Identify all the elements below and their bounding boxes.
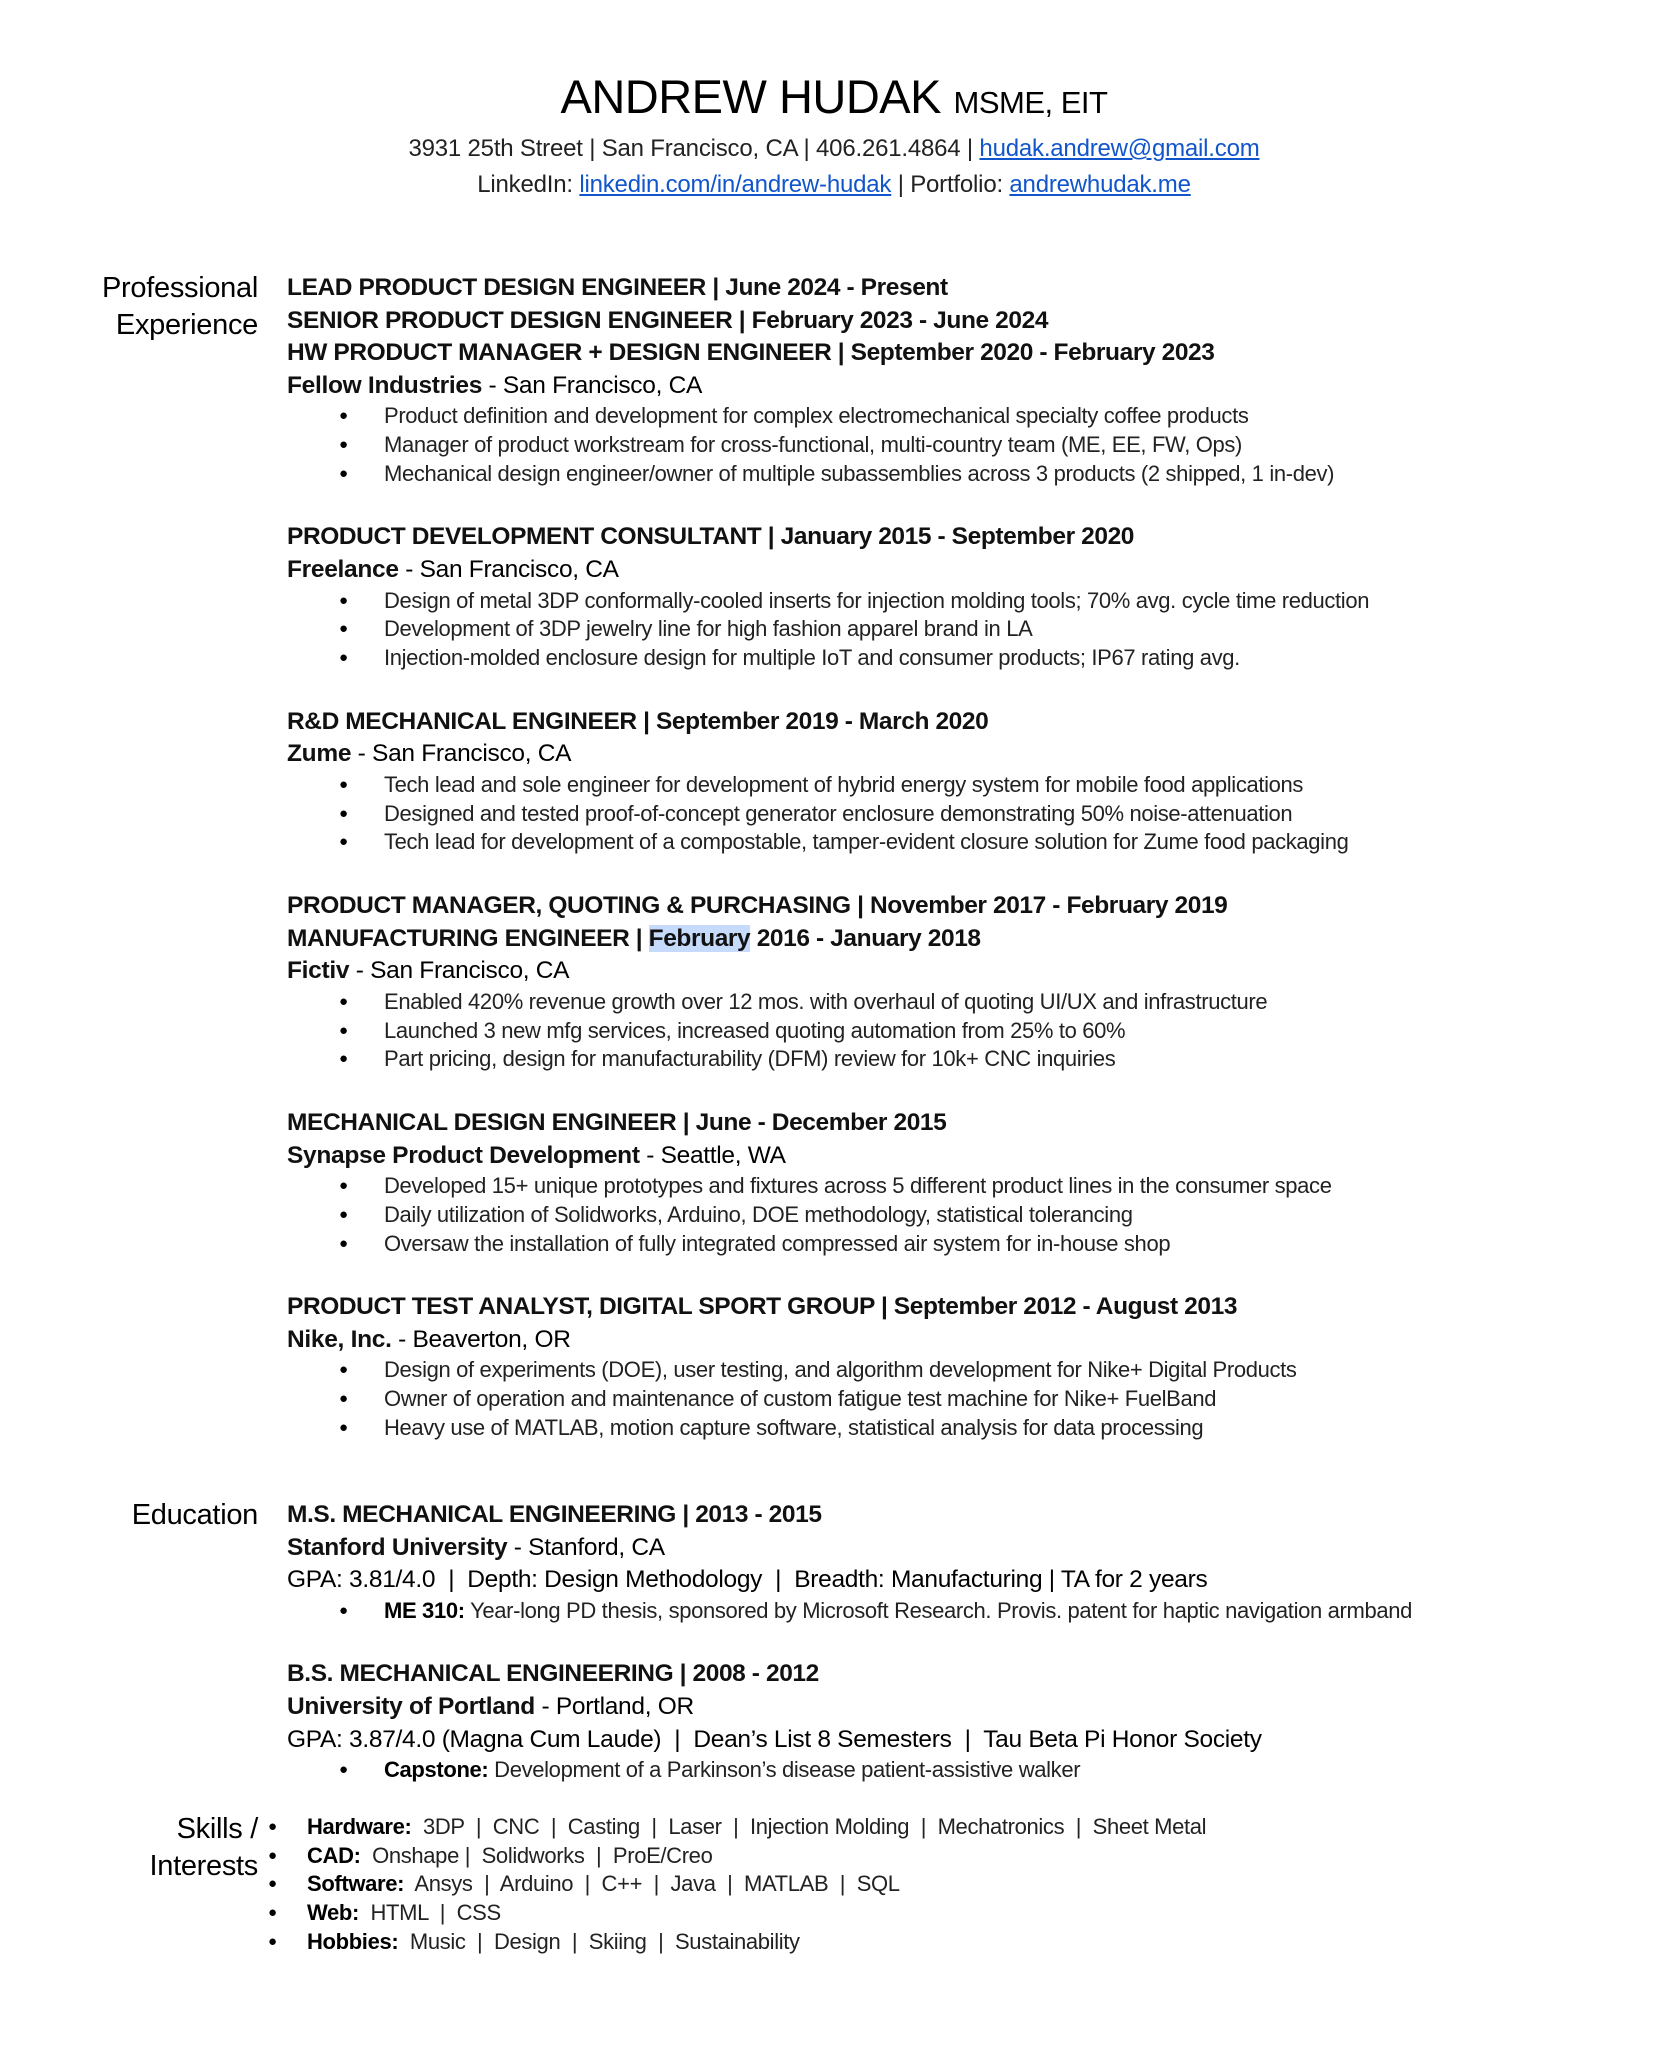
experience-section	[0, 272, 1668, 1443]
section-label-education: Education	[131, 1499, 258, 1531]
contact-line	[0, 131, 1668, 167]
bullet-item: ● Heavy use of MATLAB, motion capture software, statistical analysis for data processing	[287, 1414, 1668, 1443]
bullet-item: ● Mechanical design engineer/owner of multiple subassemblies across 3 products (2 shipped, 1 in-dev)	[287, 460, 1668, 489]
degree-entry	[287, 1499, 1668, 1625]
degree-list	[287, 1499, 1668, 1785]
skill-values: Ansys | Arduino | C++ | Java | MATLAB | SQL	[404, 1871, 900, 1897]
links-line	[0, 167, 1668, 203]
section-label-experience	[0, 270, 258, 344]
bullet-list	[287, 771, 1668, 857]
school-name: Stanford University	[287, 1533, 508, 1561]
job-title: PRODUCT TEST ANALYST, DIGITAL SPORT GROUP | September 2012 - August 2013	[287, 1293, 1238, 1321]
bullet-list	[287, 1356, 1668, 1442]
skill-category: CAD:	[307, 1842, 361, 1868]
skill-category: Hardware:	[307, 1814, 412, 1839]
degree-details: GPA: 3.81/4.0 | Depth: Design Methodology | Breadth: Manufacturing | TA for 2 years	[287, 1566, 1208, 1594]
job-entry	[287, 521, 1668, 672]
company-location: - San Francisco, CA	[482, 371, 703, 399]
company-line	[287, 1324, 1668, 1357]
company-name: Zume	[287, 740, 352, 768]
degree-details: GPA: 3.87/4.0 (Magna Cum Laude) | Dean’s List 8 Semesters | Tau Beta Pi Honor Society	[287, 1725, 1262, 1753]
company-name: Freelance	[287, 556, 399, 584]
portfolio-label: | Portfolio:	[891, 171, 1010, 198]
job-entry	[287, 1291, 1668, 1442]
label-line: Interests	[149, 1850, 258, 1882]
job-title: PRODUCT DEVELOPMENT CONSULTANT | January 2015 - September 2020	[287, 523, 1135, 551]
job-title: LEAD PRODUCT DESIGN ENGINEER | June 2024 - Present	[287, 274, 948, 301]
bullet-lead: ME 310:	[384, 1597, 465, 1623]
portfolio-link[interactable]: andrewhudak.me	[1009, 171, 1191, 198]
bullet-item: ● Owner of operation and maintenance of custom fatigue test machine for Nike+ FuelBand	[287, 1385, 1668, 1414]
job-entry	[287, 706, 1668, 857]
company-location: - San Francisco, CA	[349, 957, 570, 985]
company-line	[287, 955, 1668, 988]
education-section	[0, 1499, 1668, 1785]
credentials: MSME, EIT	[953, 85, 1108, 120]
job-list	[287, 272, 1668, 1443]
section-label-skills	[0, 1811, 258, 1885]
bullet-item: ● Design of experiments (DOE), user testing, and algorithm development for Nike+ Digital Products	[287, 1356, 1668, 1385]
bullet-item: ● Enabled 420% revenue growth over 12 mos. with overhaul of quoting UI/UX and infrastructure	[287, 988, 1668, 1017]
job-title: R&D MECHANICAL ENGINEER | September 2019 - March 2020	[287, 707, 989, 735]
linkedin-label: LinkedIn:	[477, 171, 580, 198]
company-line	[287, 554, 1668, 587]
bullet-list	[287, 587, 1668, 673]
skills-section	[0, 1813, 1668, 1957]
skill-item	[258, 1870, 1668, 1899]
company-location: - Seattle, WA	[639, 1141, 786, 1169]
skill-item	[258, 1899, 1668, 1928]
bullet-item: ● Tech lead for development of a compostable, tamper-evident closure solution for Zume food packaging	[287, 828, 1668, 857]
bullet-list	[287, 1597, 1668, 1626]
company-location: - San Francisco, CA	[398, 556, 619, 584]
school-name: University of Portland	[287, 1693, 535, 1721]
job-entry	[287, 890, 1668, 1074]
school-line	[287, 1532, 1668, 1565]
bullet-item: ● Developed 15+ unique prototypes and fixtures across 5 different product lines in the consumer space	[287, 1172, 1668, 1201]
job-title: HW PRODUCT MANAGER + DESIGN ENGINEER | September 2020 - February 2023	[287, 339, 1215, 367]
candidate-name: ANDREW HUDAK	[560, 70, 941, 123]
skill-list	[258, 1813, 1668, 1957]
label-line: Skills /	[176, 1813, 258, 1845]
skill-values: 3DP | CNC | Casting | Laser | Injection Molding | Mechatronics | Sheet Metal	[411, 1814, 1207, 1839]
company-line	[287, 370, 1668, 403]
address-phone: 3931 25th Street | San Francisco, CA | 406.261.4864 |	[408, 135, 980, 162]
title-text: MANUFACTURING ENGINEER |	[287, 924, 649, 952]
bullet-text: Year-long PD thesis, sponsored by Microsoft Research. Provis. patent for haptic navigation armband	[464, 1597, 1413, 1623]
bullet-item: ● Product definition and development for complex electromechanical specialty coffee products	[287, 402, 1668, 431]
skill-category: Hobbies:	[307, 1928, 399, 1954]
job-title	[287, 923, 1668, 956]
degree-entry	[287, 1658, 1668, 1784]
bullet-item	[287, 1756, 1668, 1785]
skill-category: Web:	[307, 1900, 359, 1926]
company-line	[287, 738, 1668, 771]
email-link[interactable]: hudak.andrew@gmail.com	[979, 135, 1260, 162]
company-line	[287, 1140, 1668, 1173]
company-name: Synapse Product Development	[287, 1141, 640, 1169]
company-location: - Beaverton, OR	[391, 1325, 571, 1353]
bullet-list	[287, 1172, 1668, 1258]
skill-item	[258, 1842, 1668, 1871]
bullet-item: ● Design of metal 3DP conformally-cooled inserts for injection molding tools; 70% avg. cycle time reduction	[287, 587, 1668, 616]
skill-values: Onshape | Solidworks | ProE/Creo	[360, 1842, 713, 1868]
title-text: 2016 - January 2018	[750, 924, 981, 952]
job-title: PRODUCT MANAGER, QUOTING & PURCHASING | November 2017 - February 2019	[287, 892, 1228, 920]
school-line	[287, 1691, 1668, 1724]
job-entry	[287, 1107, 1668, 1258]
bullet-list	[287, 988, 1668, 1074]
school-location: - Portland, OR	[534, 1693, 694, 1721]
bullet-item: ● Oversaw the installation of fully integrated compressed air system for in-house shop	[287, 1230, 1668, 1259]
skill-item	[258, 1928, 1668, 1957]
bullet-list	[287, 1756, 1668, 1785]
job-entry	[287, 272, 1668, 488]
bullet-item: ● Daily utilization of Solidworks, Arduino, DOE methodology, statistical tolerancing	[287, 1201, 1668, 1230]
degree-title: B.S. MECHANICAL ENGINEERING | 2008 - 2012	[287, 1660, 819, 1688]
skill-values: HTML | CSS	[358, 1900, 501, 1926]
bullet-item	[287, 1597, 1668, 1626]
bullet-list	[287, 402, 1668, 488]
skill-category: Software:	[307, 1871, 405, 1897]
skill-item	[258, 1813, 1668, 1842]
bullet-item: ● Injection-molded enclosure design for multiple IoT and consumer products; IP67 rating avg.	[287, 644, 1668, 673]
school-location: - Stanford, CA	[507, 1533, 665, 1561]
bullet-item: ● Tech lead and sole engineer for development of hybrid energy system for mobile food applications	[287, 771, 1668, 800]
bullet-item: ● Manager of product workstream for cross-functional, multi-country team (ME, EE, FW, Ops)	[287, 431, 1668, 460]
bullet-item: ● Development of 3DP jewelry line for high fashion apparel brand in LA	[287, 615, 1668, 644]
label-line: Experience	[115, 309, 258, 341]
bullet-item: ● Part pricing, design for manufacturability (DFM) review for 10k+ CNC inquiries	[287, 1045, 1668, 1074]
label-line: Professional	[102, 272, 258, 304]
bullet-text: Development of a Parkinson’s disease patient-assistive walker	[488, 1757, 1081, 1783]
skill-values: Music | Design | Skiing | Sustainability	[398, 1928, 800, 1954]
highlighted-text: February	[648, 924, 751, 952]
bullet-lead: Capstone:	[384, 1757, 489, 1783]
job-title: SENIOR PRODUCT DESIGN ENGINEER | February 2023 - June 2024	[287, 306, 1049, 334]
company-name: Nike, Inc.	[287, 1325, 392, 1353]
company-location: - San Francisco, CA	[351, 740, 572, 768]
company-name: Fictiv	[287, 957, 350, 985]
job-title: MECHANICAL DESIGN ENGINEER | June - December 2015	[287, 1108, 947, 1136]
bullet-item: ● Designed and tested proof-of-concept generator enclosure demonstrating 50% noise-attenuation	[287, 800, 1668, 829]
bullet-item: ● Launched 3 new mfg services, increased quoting automation from 25% to 60%	[287, 1017, 1668, 1046]
linkedin-link[interactable]: linkedin.com/in/andrew-hudak	[579, 171, 892, 198]
resume-header	[0, 69, 1668, 203]
company-name: Fellow Industries	[287, 371, 483, 399]
degree-title: M.S. MECHANICAL ENGINEERING | 2013 - 2015	[287, 1501, 822, 1528]
